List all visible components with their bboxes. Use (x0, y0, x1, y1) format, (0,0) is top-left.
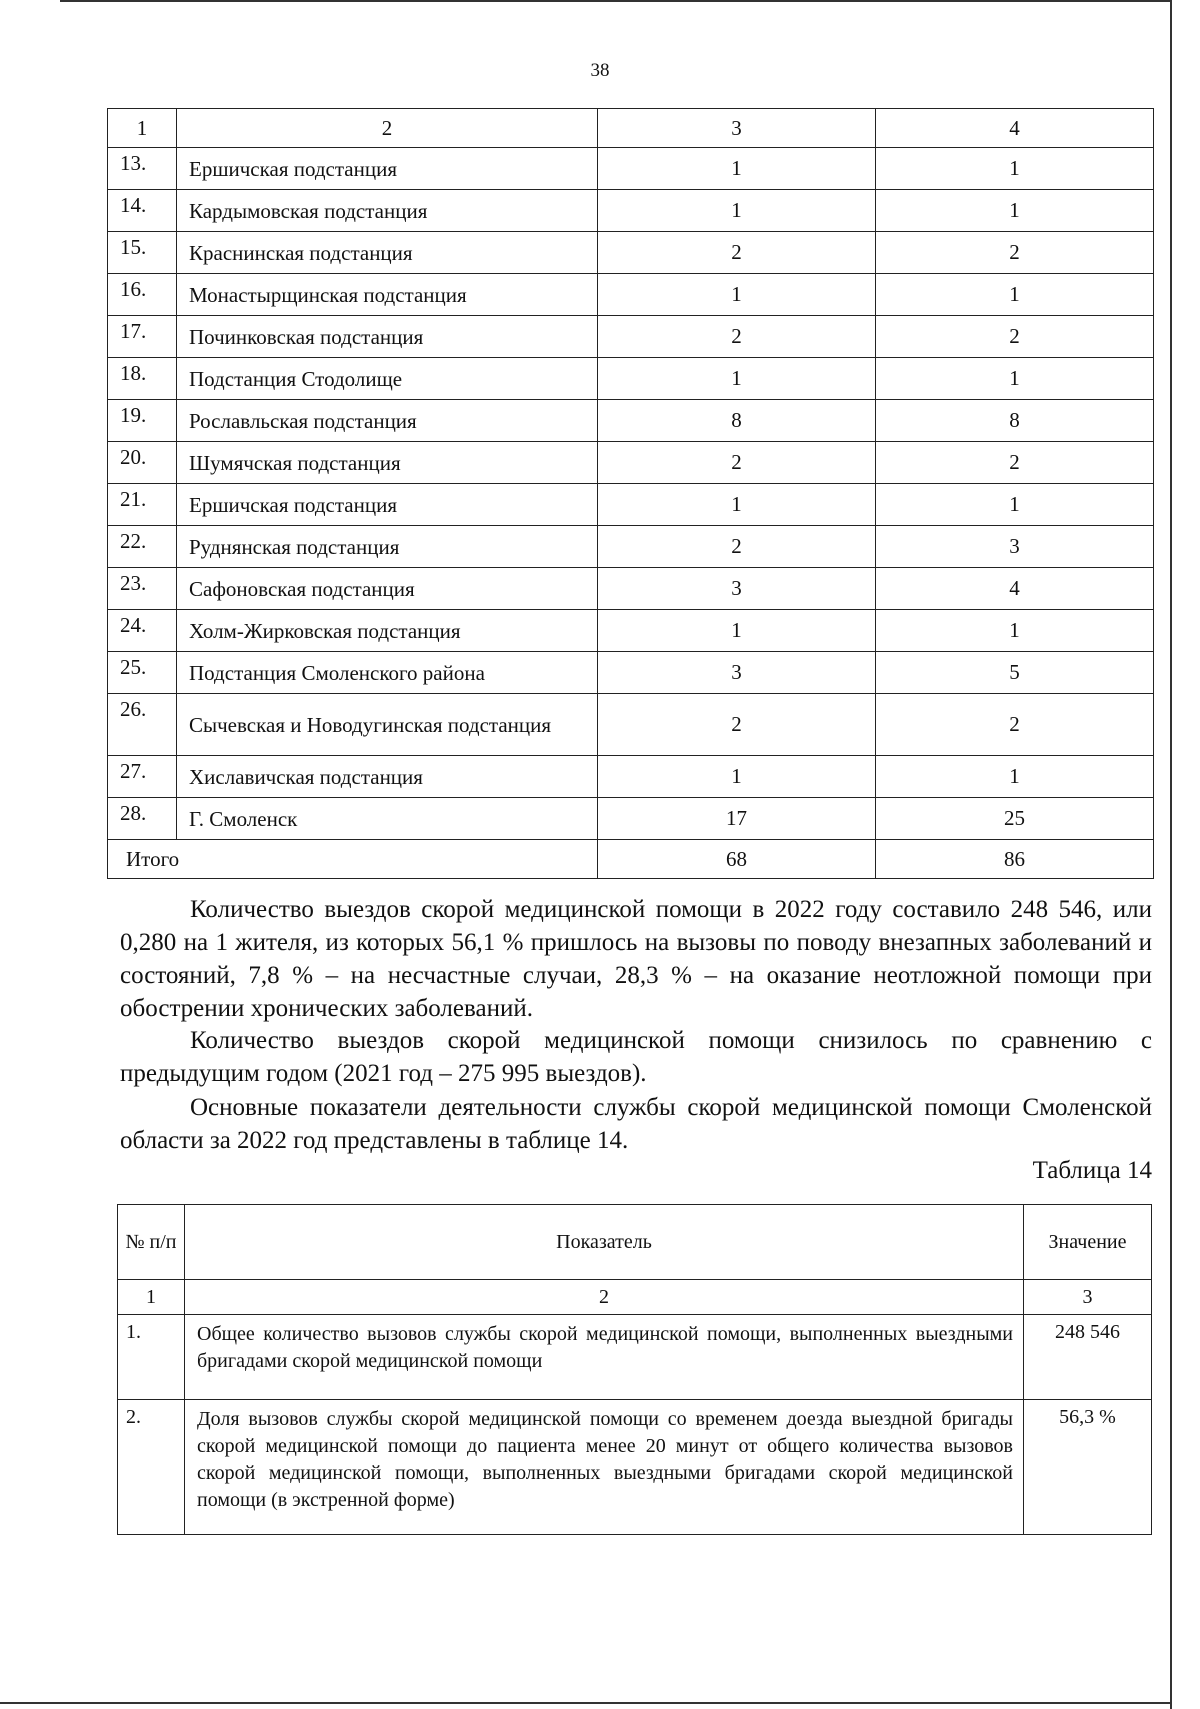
column-3-value: 3 (598, 568, 876, 610)
row-number: 18. (108, 358, 177, 400)
table-row (108, 610, 1154, 652)
column-3-value: 1 (598, 274, 876, 316)
row-number: 23. (108, 568, 177, 610)
row-number: 21. (108, 484, 177, 526)
substation-name: Починковская подстанция (177, 316, 598, 358)
row-number: 1. (118, 1315, 185, 1400)
total-label: Итого (108, 840, 598, 879)
column-3-value: 2 (598, 316, 876, 358)
column-4-value: 1 (876, 274, 1154, 316)
table-header-row (108, 109, 1154, 148)
row-number: 28. (108, 798, 177, 840)
substation-name: Рославльская подстанция (177, 400, 598, 442)
substation-name: Холм-Жирковская подстанция (177, 610, 598, 652)
paragraph-text: Количество выездов скорой медицинской помощи снизилось по сравнению с предыдущим годом (2021 год – 275 995 выездов). (120, 1027, 1152, 1087)
column-3-value: 1 (598, 358, 876, 400)
column-3-value: 2 (598, 442, 876, 484)
paragraph-table-reference (120, 1091, 1152, 1157)
row-number: 25. (108, 652, 177, 694)
column-3-value: 1 (598, 148, 876, 190)
table-row (108, 442, 1154, 484)
bottom-scan-border (0, 1702, 1170, 1704)
table-row (108, 694, 1154, 756)
header-col-2: 2 (177, 109, 598, 148)
table-caption: Таблица 14 (1032, 1157, 1152, 1184)
paragraph-decrease (120, 1024, 1152, 1090)
row-number: 15. (108, 232, 177, 274)
row-number: 27. (108, 756, 177, 798)
column-4-value: 3 (876, 526, 1154, 568)
header-col-4: 4 (876, 109, 1154, 148)
column-4-value: 4 (876, 568, 1154, 610)
right-scan-border (1170, 0, 1172, 1709)
substations-table (107, 108, 1154, 879)
table-row (108, 756, 1154, 798)
substation-name: Ершичская подстанция (177, 484, 598, 526)
paragraph-text: Количество выездов скорой медицинской помощи в 2022 году составило 248 546, или 0,280 на 1 жителя, из которых 56,1 % пришлось на вызовы по поводу внезапных заболеваний и состояний, 7,8 % – на несчастные случаи, 28,3 % – на оказание неотложной помощи при обострении хронических заболеваний. (120, 896, 1152, 1022)
row-number: 24. (108, 610, 177, 652)
column-4-value: 25 (876, 798, 1154, 840)
header-col-3: 3 (598, 109, 876, 148)
table-row (108, 400, 1154, 442)
substation-name: Кардымовская подстанция (177, 190, 598, 232)
substation-name: Подстанция Стодолище (177, 358, 598, 400)
header-value: Значение (1024, 1205, 1152, 1280)
substation-name: Сычевская и Новодугинская подстанция (177, 694, 598, 756)
table-row (108, 316, 1154, 358)
table-row (108, 358, 1154, 400)
total-row (108, 840, 1154, 879)
table-row (108, 652, 1154, 694)
table-row (108, 232, 1154, 274)
column-4-value: 1 (876, 610, 1154, 652)
column-4-value: 1 (876, 358, 1154, 400)
indicator-value: 56,3 % (1024, 1400, 1152, 1535)
subheader-col-3: 3 (1024, 1280, 1152, 1315)
indicators-table (117, 1204, 1152, 1535)
paragraph-ambulance-calls (120, 893, 1152, 1025)
header-indicator: Показатель (185, 1205, 1024, 1280)
table-row (108, 526, 1154, 568)
paragraph-text: Основные показатели деятельности службы скорой медицинской помощи Смоленской области за 2022 год представлены в таблице 14. (120, 1094, 1152, 1154)
column-3-value: 8 (598, 400, 876, 442)
column-4-value: 1 (876, 190, 1154, 232)
row-number: 22. (108, 526, 177, 568)
indicator-text: Доля вызовов службы скорой медицинской помощи со временем доезда выездной бригады скорой медицинской помощи до пациента менее 20 минут от общего количества вызовов скорой медицинской помощи, выполненных выездными бригадами скорой медицинской помощи (в экстренной форме) (185, 1400, 1024, 1535)
total-column-3: 68 (598, 840, 876, 879)
column-4-value: 1 (876, 756, 1154, 798)
substation-name: Руднянская подстанция (177, 526, 598, 568)
column-3-value: 1 (598, 190, 876, 232)
row-number: 17. (108, 316, 177, 358)
header-number: № п/п (118, 1205, 185, 1280)
column-4-value: 2 (876, 232, 1154, 274)
substation-name: Шумячская подстанция (177, 442, 598, 484)
column-3-value: 17 (598, 798, 876, 840)
row-number: 16. (108, 274, 177, 316)
substation-name: Краснинская подстанция (177, 232, 598, 274)
table-row (108, 798, 1154, 840)
column-3-value: 2 (598, 694, 876, 756)
column-4-value: 2 (876, 316, 1154, 358)
substation-name: Сафоновская подстанция (177, 568, 598, 610)
row-number: 19. (108, 400, 177, 442)
column-3-value: 1 (598, 610, 876, 652)
column-3-value: 1 (598, 484, 876, 526)
substation-name: Подстанция Смоленского района (177, 652, 598, 694)
indicator-text: Общее количество вызовов службы скорой медицинской помощи, выполненных выездными бригадами скорой медицинской помощи (185, 1315, 1024, 1400)
indicator-value: 248 546 (1024, 1315, 1152, 1400)
header-col-1: 1 (108, 109, 177, 148)
column-3-value: 2 (598, 232, 876, 274)
table-row (118, 1315, 1152, 1400)
subheader-col-1: 1 (118, 1280, 185, 1315)
substation-name: Хиславичская подстанция (177, 756, 598, 798)
table-row (118, 1400, 1152, 1535)
row-number: 13. (108, 148, 177, 190)
column-4-value: 1 (876, 484, 1154, 526)
table-row (108, 190, 1154, 232)
table-header-row (118, 1205, 1152, 1280)
substation-name: Ершичская подстанция (177, 148, 598, 190)
column-4-value: 2 (876, 694, 1154, 756)
table-subheader-row (118, 1280, 1152, 1315)
row-number: 20. (108, 442, 177, 484)
table-row (108, 568, 1154, 610)
substation-name: Монастырщинская подстанция (177, 274, 598, 316)
subheader-col-2: 2 (185, 1280, 1024, 1315)
column-4-value: 5 (876, 652, 1154, 694)
column-4-value: 2 (876, 442, 1154, 484)
substation-name: Г. Смоленск (177, 798, 598, 840)
row-number: 26. (108, 694, 177, 756)
top-scan-border (60, 0, 1170, 2)
column-3-value: 1 (598, 756, 876, 798)
page-number: 38 (590, 60, 610, 81)
row-number: 2. (118, 1400, 185, 1535)
column-3-value: 3 (598, 652, 876, 694)
table-row (108, 274, 1154, 316)
column-3-value: 2 (598, 526, 876, 568)
row-number: 14. (108, 190, 177, 232)
column-4-value: 8 (876, 400, 1154, 442)
table-row (108, 148, 1154, 190)
total-column-4: 86 (876, 840, 1154, 879)
column-4-value: 1 (876, 148, 1154, 190)
table-row (108, 484, 1154, 526)
